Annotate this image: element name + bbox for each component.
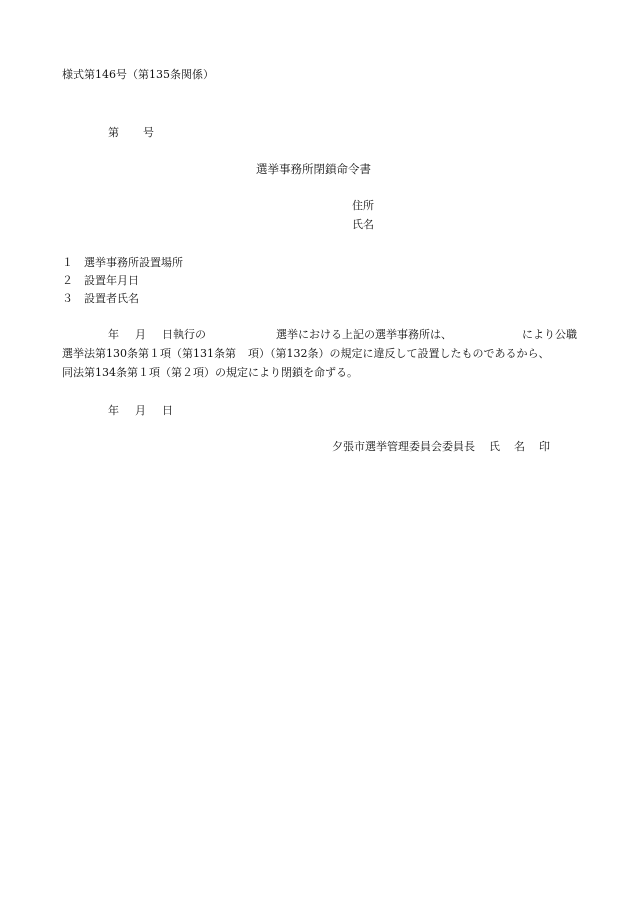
body-line-2-part-1: 選挙法第130条第１項（第131条第 <box>62 347 236 360</box>
body-day-exec: 日執行の <box>162 328 206 341</box>
document-number-suffix: 号 <box>143 126 154 139</box>
issuer-name-2: 名 <box>514 440 525 453</box>
name-label: 氏名 <box>352 218 374 231</box>
list-item <box>62 274 139 288</box>
document-title: 選挙事務所閉鎖命令書 <box>256 162 371 176</box>
body-election: 選挙における上記の選挙事務所は、 <box>276 328 452 341</box>
address-label: 住所 <box>352 199 374 212</box>
issuer-signature <box>332 440 550 454</box>
body-line-2 <box>62 347 550 361</box>
item-label: 選挙事務所設置場所 <box>84 256 183 269</box>
body-year: 年 <box>108 328 119 341</box>
list-item <box>62 256 183 270</box>
list-item <box>62 292 139 306</box>
item-number: １ <box>62 256 73 269</box>
issuer-title: 夕張市選挙管理委員会委員長 <box>332 440 475 453</box>
body-by-public: により公職 <box>522 328 577 341</box>
item-label: 設置者氏名 <box>84 292 139 305</box>
body-line-3: 同法第134条第１項（第２項）の規定により閉鎖を命ずる。 <box>62 366 358 379</box>
body-line-1 <box>62 328 577 342</box>
issuer-name-1: 氏 <box>489 440 500 453</box>
date-month: 月 <box>135 404 146 417</box>
form-reference: 様式第146号（第135条関係） <box>62 68 214 81</box>
body-month: 月 <box>135 328 146 341</box>
document-number-prefix: 第 <box>108 126 119 139</box>
item-number: ３ <box>62 292 73 305</box>
item-number: ２ <box>62 274 73 287</box>
issuer-seal: 印 <box>539 440 550 453</box>
date-year: 年 <box>108 404 119 417</box>
date-day: 日 <box>162 404 173 417</box>
item-label: 設置年月日 <box>84 274 139 287</box>
document-number <box>108 126 154 140</box>
issue-date <box>108 404 173 418</box>
body-line-2-part-2: 項）（第132条）の規定に違反して設置したものであるから、 <box>248 347 550 360</box>
